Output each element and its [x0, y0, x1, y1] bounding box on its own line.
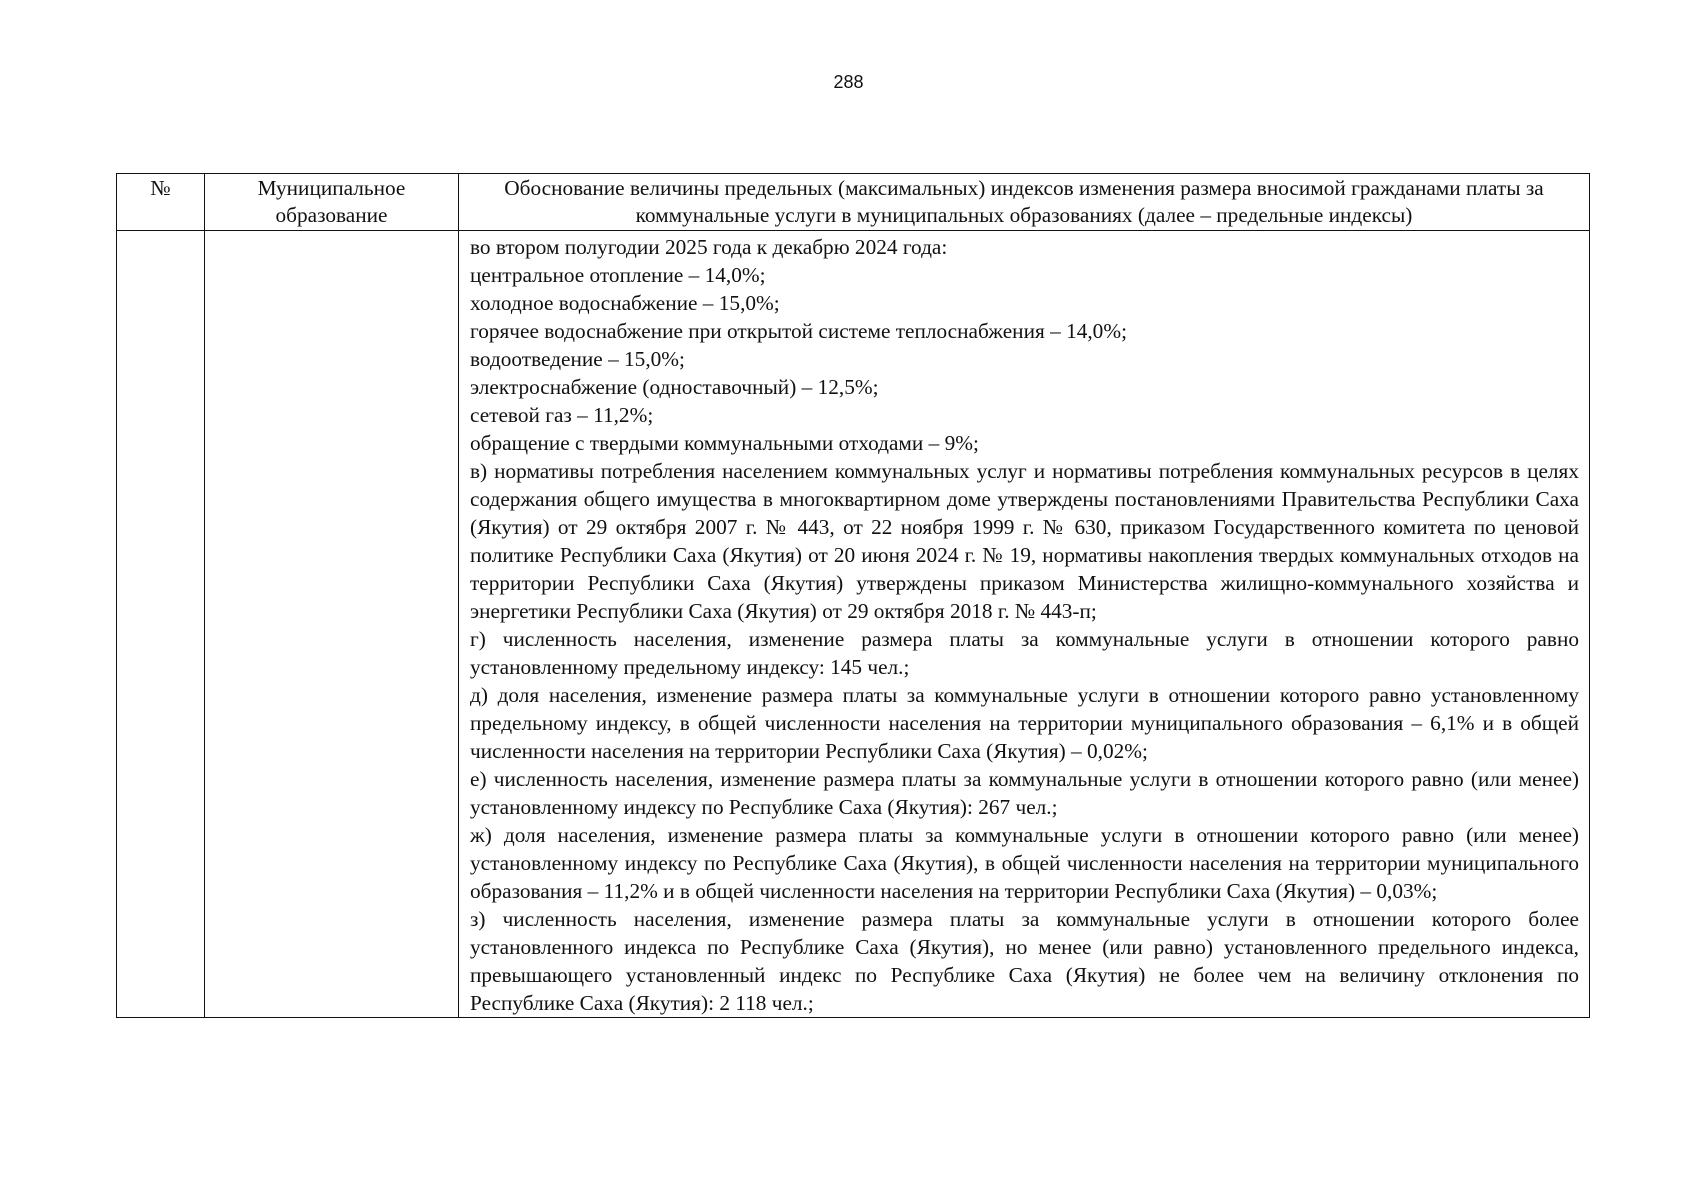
- text-line: электроснабжение (одноставочный) – 12,5%;: [470, 375, 879, 399]
- table-row: [117, 231, 1590, 1018]
- table-header-row: [117, 174, 1590, 231]
- text-line: во втором полугодии 2025 года к декабрю 2024 года:: [470, 235, 948, 259]
- cell-justification: [459, 231, 1590, 1018]
- text-line: сетевой газ – 11,2%;: [470, 403, 654, 427]
- paragraph-g: г) численность населения, изменение размера платы за коммунальные услуги в отношении которого равно установленному предельному индексу: 145 чел.;: [470, 627, 1579, 679]
- cell-municipality: [205, 231, 459, 1018]
- text-line: холодное водоснабжение – 15,0%;: [470, 291, 780, 315]
- paragraph-zh: ж) доля населения, изменение размера платы за коммунальные услуги в отношении которого равно (или менее) установленному индексу по Республике Саха (Якутия), в общей численности населения на территории муниципального образования – 11,2% и в общей численности населения на территории Республики Саха (Якутия) – 0,03%;: [470, 823, 1579, 903]
- header-municipality: Муниципальное образование: [205, 174, 459, 231]
- cell-number: [117, 231, 205, 1018]
- text-line: горячее водоснабжение при открытой системе теплоснабжения – 14,0%;: [470, 319, 1127, 343]
- page-number: 288: [833, 72, 864, 92]
- paragraph-v: в) нормативы потребления населением коммунальных услуг и нормативы потребления коммунальных ресурсов в целях содержания общего имущества в многоквартирном доме утверждены постановлениями Правительства Республики Саха (Якутия) от 29 октября 2007 г. № 443, от 22 ноября 1999 г. № 630, приказом Государственного комитета по ценовой политике Республики Саха (Якутия) от 20 июня 2024 г. № 19, нормативы накопления твердых коммунальных отходов на территории Республики Саха (Якутия) утверждены приказом Министерства жилищно-коммунального хозяйства и энергетики Республики Саха (Якутия) от 29 октября 2018 г. № 443-п;: [470, 459, 1579, 623]
- header-number: №: [117, 174, 205, 231]
- text-line: центральное отопление – 14,0%;: [470, 263, 766, 287]
- paragraph-z: з) численность населения, изменение размера платы за коммунальные услуги в отношении которого более установленного индекса по Республике Саха (Якутия), но менее (или равно) установленного предельного индекса, превышающего установленный индекс по Республике Саха (Якутия) не более чем на величину отклонения по Республике Саха (Якутия): 2 118 чел.;: [470, 907, 1579, 1015]
- header-justification: Обоснование величины предельных (максимальных) индексов изменения размера вносимой гражданами платы за коммунальные услуги в муниципальных образованиях (далее – предельные индексы): [459, 174, 1590, 231]
- text-line: водоотведение – 15,0%;: [470, 347, 685, 371]
- text-line: обращение с твердыми коммунальными отходами – 9%;: [470, 431, 979, 455]
- paragraph-d: д) доля населения, изменение размера платы за коммунальные услуги в отношении которого равно установленному предельному индексу, в общей численности населения на территории муниципального образования – 6,1% и в общей численности населения на территории Республики Саха (Якутия) – 0,02%;: [470, 683, 1579, 763]
- justification-table: [116, 173, 1590, 1018]
- paragraph-e: е) численность населения, изменение размера платы за коммунальные услуги в отношении которого равно (или менее) установленному индексу по Республике Саха (Якутия): 267 чел.;: [470, 767, 1579, 819]
